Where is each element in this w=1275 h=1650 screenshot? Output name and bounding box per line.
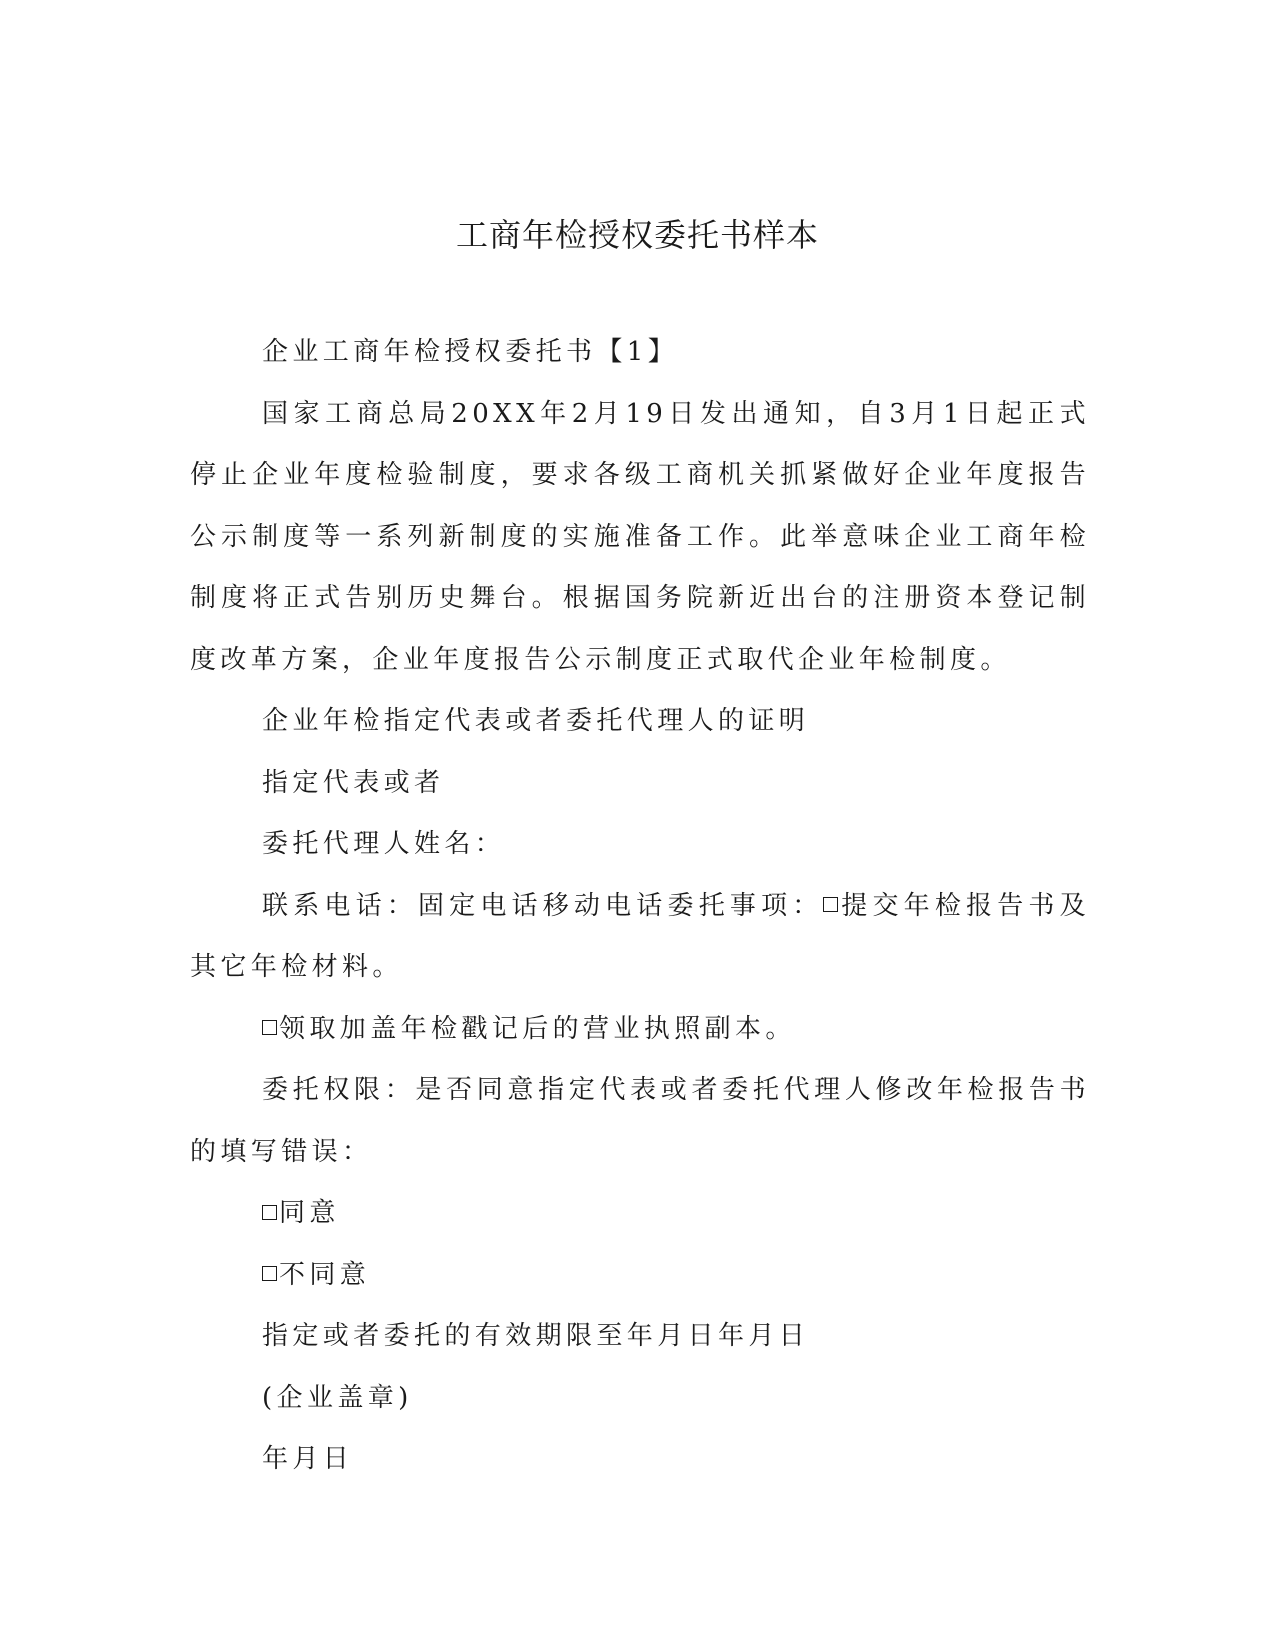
agree-text: 同意 [279,1198,340,1228]
date-text: 年月日 [262,1444,354,1474]
disagree-text: 不同意 [279,1259,371,1290]
intro-paragraph: 国家工商总局20XX年2月19日发出通知，自3月1日起正式停止企业年度检验制度，要求各级工商机关抓紧做好企业年度报告公示制度等一系列新制度的实施准备工作。此举意味企业工商年检制度将正式告别历史舞台。根据国务院新近出台的注册资本登记制度改革方案，企业年度报告公示制度正式取代企业年检制度。 [190,398,1090,675]
agent-name-label: 委托代理人姓名： [262,829,506,859]
checkbox-disagree[interactable] [262,1266,277,1281]
contact-phone-text: 联系电话：固定电话移动电话委托事项： [262,890,824,921]
disagree-option [190,1245,1090,1307]
collect-license-paragraph [190,999,1090,1061]
company-seal-text: (企业盖章) [262,1382,413,1413]
document-body [190,322,1090,1491]
document-title: 工商年检授权委托书样本 [455,216,819,254]
submit-report-text: 提交年检报告书及其它年检材料。 [190,890,1091,982]
collect-license-text: 领取加盖年检戳记后的营业执照副本。 [279,1013,796,1044]
checkbox-collect-license[interactable] [262,1020,277,1035]
certificate-heading: 企业年检指定代表或者委托代理人的证明 [262,706,810,736]
agree-option [190,1183,1090,1245]
section-heading: 企业工商年检授权委托书【1】 [262,337,679,367]
authority-paragraph: 委托权限：是否同意指定代表或者委托代理人修改年检报告书的填写错误： [190,1075,1090,1167]
contact-and-matters-paragraph [190,876,1090,999]
checkbox-agree[interactable] [262,1205,277,1220]
designated-representative-label: 指定代表或者 [262,767,445,798]
validity-period-text: 指定或者委托的有效期限至年月日年月日 [262,1321,810,1351]
checkbox-submit-report[interactable] [823,897,838,912]
